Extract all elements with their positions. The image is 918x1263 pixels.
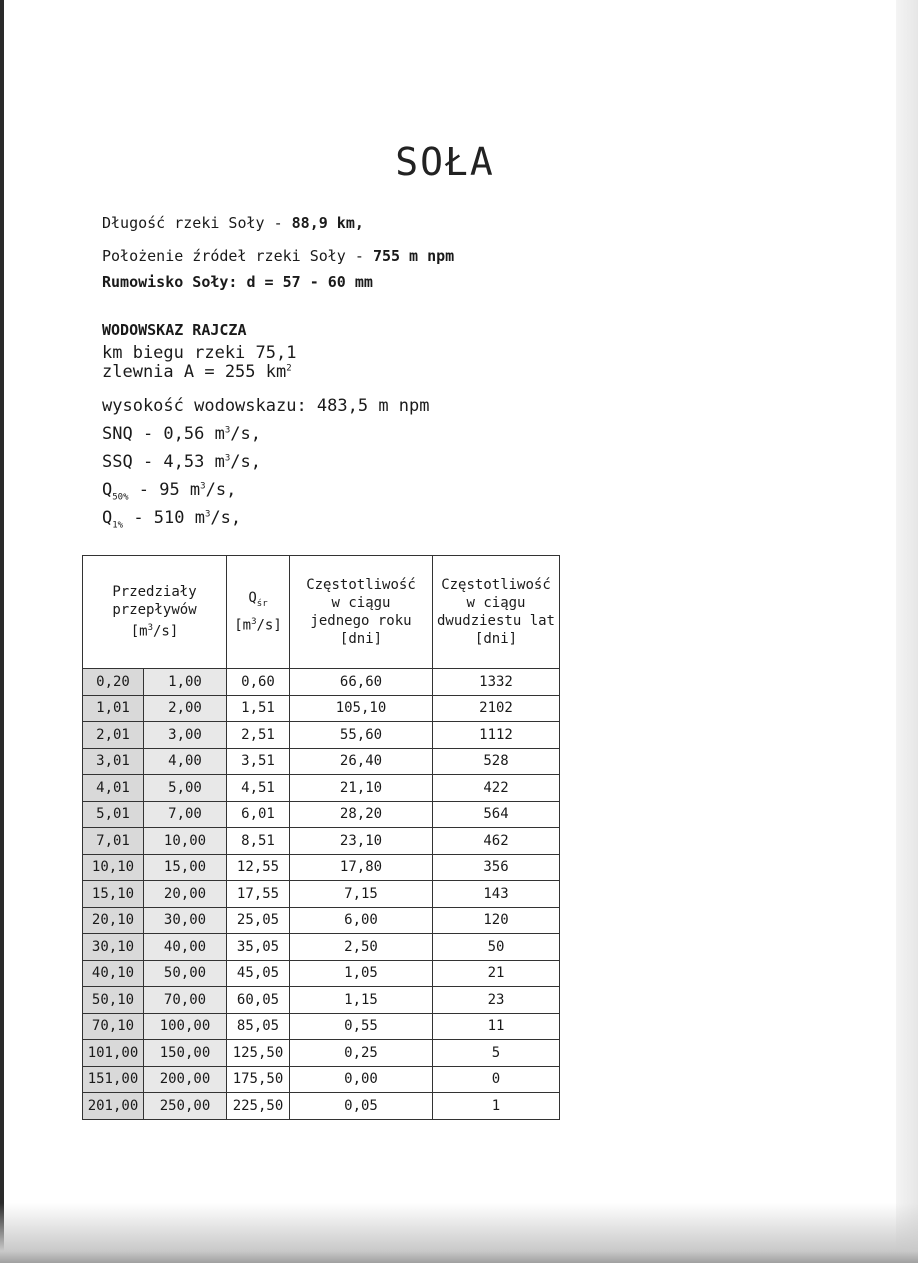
table-body [83,669,560,1120]
cell-flow-from: 151,00 [83,1066,144,1093]
cell-frequency-year: 1,15 [290,987,433,1014]
table-row [83,1066,560,1093]
header-mean-flow-unit-end: /s] [256,617,282,634]
header-flow-intervals-line1: Przedziały [112,584,197,601]
cell-flow-to: 10,00 [144,828,227,855]
cell-mean-flow: 35,05 [227,934,290,961]
header-flow-intervals-unit: [m [130,623,148,640]
source-elevation-value: 755 m npm [372,247,455,265]
cell-mean-flow: 85,05 [227,1013,290,1040]
cell-flow-from: 201,00 [83,1093,144,1120]
cell-flow-from: 30,10 [83,934,144,961]
table-row [83,1040,560,1067]
cell-frequency-twenty-years: 422 [433,775,560,802]
cell-flow-to: 3,00 [144,722,227,749]
cell-mean-flow: 175,50 [227,1066,290,1093]
cell-frequency-twenty-years: 0 [433,1066,560,1093]
cell-frequency-twenty-years: 356 [433,854,560,881]
sediment-text: Rumowisko Soły: d = 57 - 60 mm [102,273,373,291]
header-frequency-twenty-years [433,556,560,669]
header-mean-flow-symbol: Q [248,590,257,607]
q50-unit: /s, [205,480,237,500]
gauge-km: km biegu rzeki 75,1 [102,343,297,363]
gauge-height: wysokość wodowskazu: 483,5 m npm [102,396,430,416]
q50-subscript: 50% [112,492,129,503]
cell-flow-to: 5,00 [144,775,227,802]
header-frequency-year-line4: [dni] [339,631,383,647]
ssq-text: SSQ - 4,53 m [102,452,225,472]
header-mean-flow [227,556,290,669]
cell-frequency-twenty-years: 21 [433,960,560,987]
cell-flow-from: 4,01 [83,775,144,802]
cell-frequency-twenty-years: 143 [433,881,560,908]
header-flow-intervals-exponent: 3 [147,623,153,634]
table-row [83,934,560,961]
cell-flow-from: 2,01 [83,722,144,749]
cell-frequency-twenty-years: 11 [433,1013,560,1040]
cell-frequency-twenty-years: 1112 [433,722,560,749]
cell-frequency-year: 66,60 [290,669,433,696]
cell-frequency-year: 0,05 [290,1093,433,1120]
ssq-unit: /s, [230,452,261,472]
cell-flow-to: 15,00 [144,854,227,881]
cell-mean-flow: 12,55 [227,854,290,881]
cell-frequency-year: 0,25 [290,1040,433,1067]
cell-frequency-year: 26,40 [290,748,433,775]
table-row [83,1013,560,1040]
cell-frequency-twenty-years: 462 [433,828,560,855]
source-elevation-label: Położenie źródeł rzeki Soły - [102,247,373,265]
header-mean-flow-subscript: śr [256,599,268,610]
cell-flow-to: 20,00 [144,881,227,908]
header-mean-flow-exponent: 3 [251,617,257,628]
cell-frequency-twenty-years: 50 [433,934,560,961]
cell-mean-flow: 6,01 [227,801,290,828]
header-frequency-year [290,556,433,669]
catchment-text: zlewnia A = 255 km [102,362,287,382]
flow-table-wrapper [82,555,560,1120]
cell-flow-from: 40,10 [83,960,144,987]
cell-mean-flow: 2,51 [227,722,290,749]
cell-frequency-twenty-years: 120 [433,907,560,934]
cell-frequency-twenty-years: 2102 [433,695,560,722]
header-frequency-twenty-line3: dwudziestu lat [436,613,555,629]
flow-frequency-table [82,555,560,1120]
header-frequency-twenty-line4: [dni] [474,631,518,647]
scan-edge-left [0,0,4,1263]
cell-frequency-year: 17,80 [290,854,433,881]
cell-frequency-year: 7,15 [290,881,433,908]
header-flow-intervals-line2: przepływów [112,602,197,619]
scan-edge-bottom [0,1203,918,1263]
q1-exponent: 3 [204,509,211,520]
catchment-exponent: 2 [286,363,292,374]
ssq-line [102,452,261,472]
cell-flow-to: 1,00 [144,669,227,696]
q50-value: - 95 m [128,480,201,500]
cell-mean-flow: 4,51 [227,775,290,802]
cell-flow-to: 50,00 [144,960,227,987]
cell-flow-from: 3,01 [83,748,144,775]
cell-frequency-twenty-years: 1332 [433,669,560,696]
header-frequency-year-line3: jednego roku [310,613,412,629]
cell-flow-to: 100,00 [144,1013,227,1040]
river-length [102,214,364,232]
ssq-exponent: 3 [224,453,231,464]
cell-frequency-year: 2,50 [290,934,433,961]
table-header-row [83,556,560,669]
source-elevation [102,247,454,265]
cell-mean-flow: 125,50 [227,1040,290,1067]
cell-frequency-year: 0,00 [290,1066,433,1093]
snq-line [102,424,261,444]
table-row [83,854,560,881]
table-row [83,775,560,802]
cell-flow-from: 70,10 [83,1013,144,1040]
cell-frequency-twenty-years: 5 [433,1040,560,1067]
cell-frequency-year: 55,60 [290,722,433,749]
cell-frequency-year: 1,05 [290,960,433,987]
table-row [83,669,560,696]
cell-mean-flow: 1,51 [227,695,290,722]
header-frequency-twenty-line2: w ciągu [466,595,526,611]
snq-exponent: 3 [224,425,231,436]
cell-mean-flow: 25,05 [227,907,290,934]
table-row [83,1093,560,1120]
cell-flow-from: 101,00 [83,1040,144,1067]
q50-line [102,480,236,502]
cell-mean-flow: 225,50 [227,1093,290,1120]
cell-frequency-year: 21,10 [290,775,433,802]
table-row [83,695,560,722]
cell-flow-from: 50,10 [83,987,144,1014]
cell-frequency-year: 6,00 [290,907,433,934]
cell-mean-flow: 60,05 [227,987,290,1014]
cell-mean-flow: 17,55 [227,881,290,908]
scan-edge-right [896,0,918,1263]
cell-flow-from: 0,20 [83,669,144,696]
header-frequency-twenty-line1: Częstotliwość [441,577,551,593]
page-title: SOŁA [395,140,495,184]
gauge-catchment [102,362,292,382]
table-row [83,828,560,855]
cell-frequency-year: 0,55 [290,1013,433,1040]
q50-exponent: 3 [200,481,206,492]
cell-flow-from: 5,01 [83,801,144,828]
river-length-label: Długość rzeki Soły - [102,214,292,232]
cell-frequency-year: 23,10 [290,828,433,855]
cell-flow-to: 30,00 [144,907,227,934]
header-frequency-year-line1: Częstotliwość [306,577,416,593]
table-row [83,987,560,1014]
cell-flow-to: 40,00 [144,934,227,961]
cell-flow-to: 2,00 [144,695,227,722]
table-row [83,907,560,934]
table-row [83,748,560,775]
cell-flow-to: 200,00 [144,1066,227,1093]
cell-flow-to: 4,00 [144,748,227,775]
q1-symbol: Q [102,508,113,528]
cell-flow-from: 1,01 [83,695,144,722]
cell-flow-to: 7,00 [144,801,227,828]
snq-text: SNQ - 0,56 m [102,424,225,444]
cell-frequency-twenty-years: 528 [433,748,560,775]
cell-mean-flow: 8,51 [227,828,290,855]
q1-unit: /s, [210,508,242,528]
table-row [83,722,560,749]
cell-flow-from: 20,10 [83,907,144,934]
cell-frequency-twenty-years: 1 [433,1093,560,1120]
cell-frequency-year: 105,10 [290,695,433,722]
cell-frequency-twenty-years: 564 [433,801,560,828]
cell-flow-to: 250,00 [144,1093,227,1120]
gauge-name [102,321,247,339]
cell-flow-to: 70,00 [144,987,227,1014]
cell-flow-from: 10,10 [83,854,144,881]
cell-frequency-twenty-years: 23 [433,987,560,1014]
header-flow-intervals-unit-end: /s] [152,623,179,640]
cell-mean-flow: 3,51 [227,748,290,775]
q1-subscript: 1% [112,520,124,531]
cell-mean-flow: 0,60 [227,669,290,696]
q1-value: - 510 m [123,508,205,528]
table-row [83,960,560,987]
cell-flow-to: 150,00 [144,1040,227,1067]
header-frequency-year-line2: w ciągu [331,595,391,611]
cell-frequency-year: 28,20 [290,801,433,828]
snq-unit: /s, [230,424,261,444]
header-mean-flow-unit: [m [234,617,252,634]
gauge-name-text: WODOWSKAZ RAJCZA [102,321,247,339]
table-row [83,801,560,828]
sediment-info [102,273,373,291]
q1-line [102,508,241,530]
table-row [83,881,560,908]
cell-flow-from: 15,10 [83,881,144,908]
cell-flow-from: 7,01 [83,828,144,855]
cell-mean-flow: 45,05 [227,960,290,987]
header-flow-intervals [83,556,227,669]
river-length-value: 88,9 km, [291,214,364,232]
q50-symbol: Q [102,480,113,500]
